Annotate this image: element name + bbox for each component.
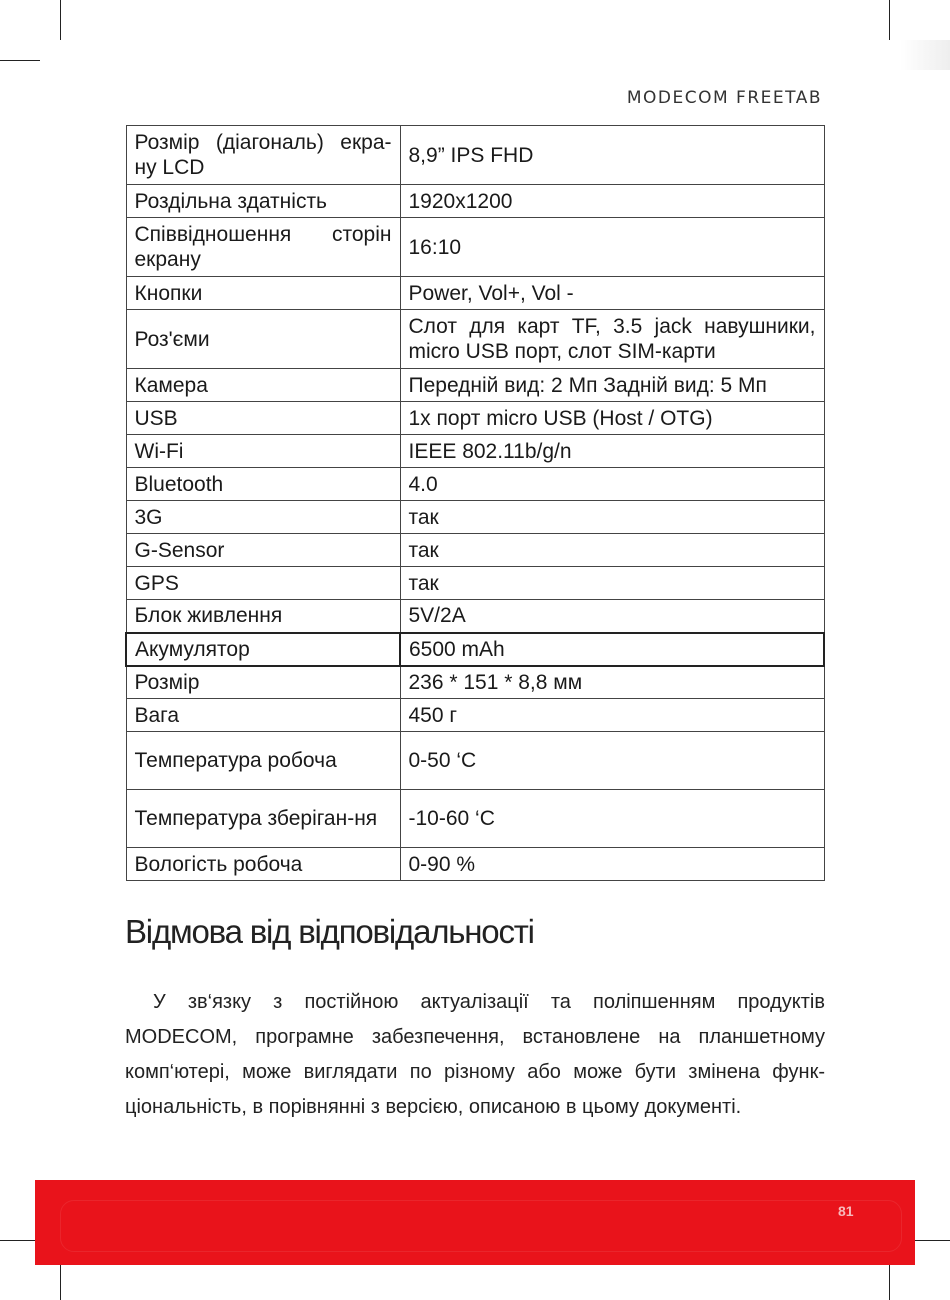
table-row bbox=[126, 699, 824, 732]
spec-label: Блок живлення bbox=[126, 600, 400, 633]
table-row bbox=[126, 790, 824, 848]
spec-label: 3G bbox=[126, 501, 400, 534]
spec-table bbox=[125, 125, 825, 881]
spec-label: Роздільна здатність bbox=[126, 185, 400, 218]
table-row bbox=[126, 600, 824, 633]
spec-label: Вологість робоча bbox=[126, 848, 400, 881]
crop-mark bbox=[889, 0, 890, 40]
spec-value: так bbox=[400, 567, 824, 600]
table-row bbox=[126, 534, 824, 567]
spec-label: Wi-Fi bbox=[126, 435, 400, 468]
table-row bbox=[126, 848, 824, 881]
table-row bbox=[126, 218, 824, 277]
spec-value: Передній вид: 2 Мп Задній вид: 5 Мп bbox=[400, 369, 824, 402]
spec-label: Співвідношення сторін екрану bbox=[126, 218, 400, 277]
spec-value: 0-50 ‘С bbox=[400, 732, 824, 790]
crop-mark bbox=[889, 1260, 890, 1300]
spec-label: GPS bbox=[126, 567, 400, 600]
table-row bbox=[126, 402, 824, 435]
crop-mark bbox=[60, 0, 61, 40]
spec-value: так bbox=[400, 501, 824, 534]
spec-label: Камера bbox=[126, 369, 400, 402]
crop-mark bbox=[0, 60, 40, 61]
spec-label: USB bbox=[126, 402, 400, 435]
spec-value: 1920x1200 bbox=[400, 185, 824, 218]
spec-value: 450 г bbox=[400, 699, 824, 732]
table-row bbox=[126, 126, 824, 185]
crop-mark bbox=[910, 1240, 950, 1241]
spec-value: 236 * 151 * 8,8 мм bbox=[400, 666, 824, 699]
spec-value: IEEE 802.11b/g/n bbox=[400, 435, 824, 468]
section-heading: Відмова від відповідальності bbox=[125, 913, 534, 950]
spec-value: -10-60 ‘С bbox=[400, 790, 824, 848]
spec-label: Вага bbox=[126, 699, 400, 732]
table-row bbox=[126, 310, 824, 369]
table-row bbox=[126, 567, 824, 600]
spec-label: Розмір bbox=[126, 666, 400, 699]
table-row bbox=[126, 633, 824, 666]
spec-value: 0-90 % bbox=[400, 848, 824, 881]
crop-mark bbox=[0, 1240, 40, 1241]
table-row bbox=[126, 732, 824, 790]
spec-value: 4.0 bbox=[400, 468, 824, 501]
crop-mark bbox=[60, 1260, 61, 1300]
table-row bbox=[126, 369, 824, 402]
table-row bbox=[126, 501, 824, 534]
running-header: MODECOM FREETAB bbox=[626, 88, 822, 108]
spec-label: Температура робоча bbox=[126, 732, 400, 790]
spec-value: 6500 mAh bbox=[400, 633, 824, 666]
spec-value: Power, Vol+, Vol - bbox=[400, 277, 824, 310]
spec-label: Температура зберіган-ня bbox=[126, 790, 400, 848]
spec-label: G-Sensor bbox=[126, 534, 400, 567]
spec-value: 16:10 bbox=[400, 218, 824, 277]
footer-frame bbox=[60, 1200, 902, 1252]
spec-label: Акумулятор bbox=[126, 633, 400, 666]
spec-label: Bluetooth bbox=[126, 468, 400, 501]
table-row bbox=[126, 185, 824, 218]
table-row bbox=[126, 468, 824, 501]
table-row bbox=[126, 277, 824, 310]
spec-label: Кнопки bbox=[126, 277, 400, 310]
spec-value: так bbox=[400, 534, 824, 567]
page-number: 81 bbox=[838, 1203, 854, 1219]
disclaimer-paragraph: У зв‘язку з постійною актуалізації та поліпшенням продуктів MODECOM, програмне забезпечення, встановлене на планшетному комп‘ютері, може виглядати по різному або може бути змінена функ-ціональність, в порівнянні з версією, описаною в цьому документі. bbox=[125, 991, 825, 1118]
spec-value: 1x порт micro USB (Host / OTG) bbox=[400, 402, 824, 435]
spec-label: Роз'єми bbox=[126, 310, 400, 369]
spec-value: 8,9” IPS FHD bbox=[400, 126, 824, 185]
page-edge-shadow bbox=[900, 40, 950, 70]
table-row bbox=[126, 435, 824, 468]
spec-value: Слот для карт TF, 3.5 jack навушники, micro USB порт, слот SIM-карти bbox=[400, 310, 824, 369]
table-row bbox=[126, 666, 824, 699]
spec-value: 5V/2A bbox=[400, 600, 824, 633]
spec-label: Розмір (діагональ) екра-ну LCD bbox=[126, 126, 400, 185]
